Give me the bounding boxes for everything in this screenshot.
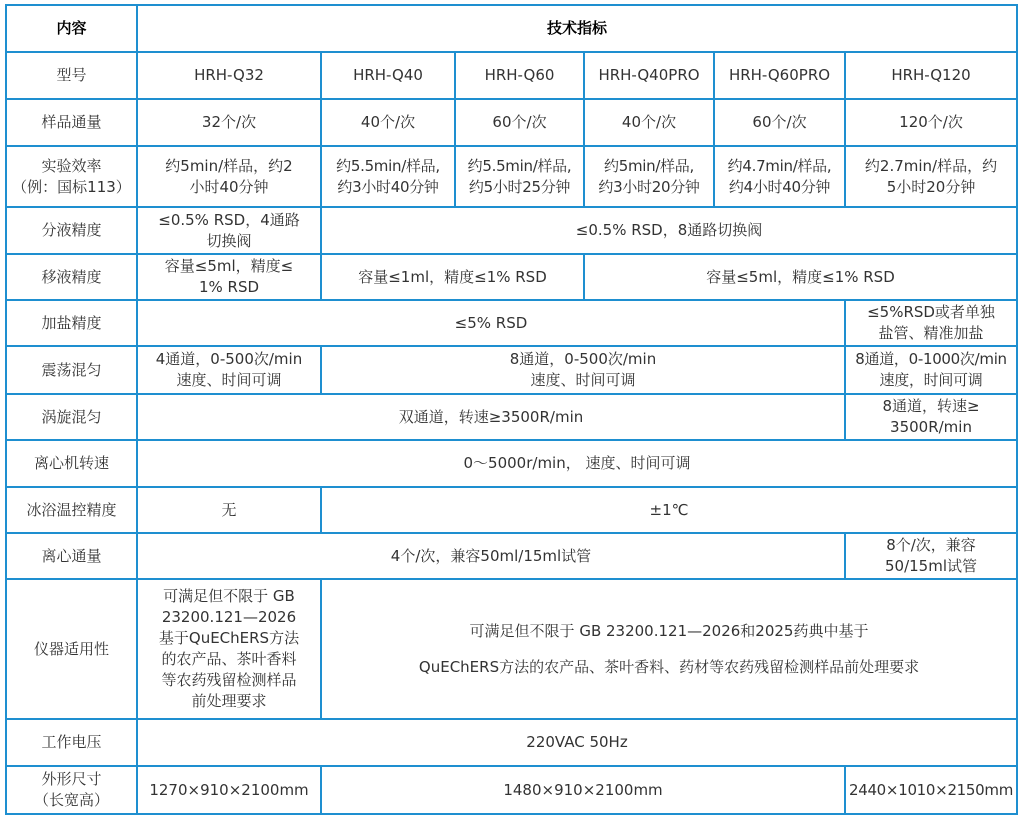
cell-efficiency: 约5.5min/样品, 约3小时40分钟 bbox=[321, 146, 455, 207]
row-label: 涡旋混匀 bbox=[6, 394, 137, 440]
row-pipetting bbox=[6, 254, 1017, 300]
row-applicability bbox=[6, 579, 1017, 719]
cell-model-q40pro: HRH-Q40PRO bbox=[584, 52, 714, 99]
row-label: 样品通量 bbox=[6, 99, 137, 146]
cell-dispensing-others: ≤0.5% RSD，8通路切换阀 bbox=[321, 207, 1017, 254]
row-vortex bbox=[6, 394, 1017, 440]
cell-throughput: 60个/次 bbox=[455, 99, 584, 146]
row-centrifuge-speed bbox=[6, 440, 1017, 487]
cell-shaking-q32: 4通道，0-500次/min 速度、时间可调 bbox=[137, 346, 321, 394]
cell-efficiency: 约5min/样品，约2 小时40分钟 bbox=[137, 146, 321, 207]
row-voltage bbox=[6, 719, 1017, 766]
cell-applicability-q32: 可满足但不限于 GB 23200.121—2026 基于QuEChERS方法 的农产品、茶叶香料 等农药残留检测样品 前处理要求 bbox=[137, 579, 321, 719]
cell-dispensing-q32: ≤0.5% RSD，4通路 切换阀 bbox=[137, 207, 321, 254]
row-label: 移液精度 bbox=[6, 254, 137, 300]
row-model bbox=[6, 52, 1017, 99]
row-label: 分液精度 bbox=[6, 207, 137, 254]
row-label: 实验效率 （例：国标113） bbox=[6, 146, 137, 207]
cell-model-q32: HRH-Q32 bbox=[137, 52, 321, 99]
cell-throughput: 32个/次 bbox=[137, 99, 321, 146]
cell-salting-q120: ≤5%RSD或者单独 盐管、精准加盐 bbox=[845, 300, 1017, 346]
row-shaking bbox=[6, 346, 1017, 394]
cell-salting-common: ≤5% RSD bbox=[137, 300, 845, 346]
cell-efficiency: 约4.7min/样品, 约4小时40分钟 bbox=[714, 146, 845, 207]
row-label: 工作电压 bbox=[6, 719, 137, 766]
row-salting bbox=[6, 300, 1017, 346]
row-dispensing bbox=[6, 207, 1017, 254]
row-label: 仪器适用性 bbox=[6, 579, 137, 719]
cell-dimensions-q120: 2440×1010×2150mm bbox=[845, 766, 1017, 814]
cell-throughput: 60个/次 bbox=[714, 99, 845, 146]
row-ice-bath bbox=[6, 487, 1017, 533]
cell-ice-bath-q32: 无 bbox=[137, 487, 321, 533]
spec-table bbox=[5, 4, 1018, 815]
header-row bbox=[6, 5, 1017, 52]
row-label: 外形尺寸 （长宽高） bbox=[6, 766, 137, 814]
row-label: 震荡混匀 bbox=[6, 346, 137, 394]
header-content-label: 内容 bbox=[6, 5, 137, 52]
cell-pipetting-q32: 容量≤5ml，精度≤ 1% RSD bbox=[137, 254, 321, 300]
row-label: 离心机转速 bbox=[6, 440, 137, 487]
cell-efficiency: 约5.5min/样品, 约5小时25分钟 bbox=[455, 146, 584, 207]
cell-model-q40: HRH-Q40 bbox=[321, 52, 455, 99]
row-label: 型号 bbox=[6, 52, 137, 99]
cell-throughput: 120个/次 bbox=[845, 99, 1017, 146]
cell-voltage: 220VAC 50Hz bbox=[137, 719, 1017, 766]
cell-model-q60: HRH-Q60 bbox=[455, 52, 584, 99]
row-centrifuge-capacity bbox=[6, 533, 1017, 579]
cell-efficiency: 约2.7min/样品，约 5小时20分钟 bbox=[845, 146, 1017, 207]
row-label: 冰浴温控精度 bbox=[6, 487, 137, 533]
row-label: 加盐精度 bbox=[6, 300, 137, 346]
cell-centrifuge-capacity-q120: 8个/次，兼容 50/15ml试管 bbox=[845, 533, 1017, 579]
cell-ice-bath-others: ±1℃ bbox=[321, 487, 1017, 533]
row-efficiency bbox=[6, 146, 1017, 207]
cell-vortex-q120: 8通道，转速≥ 3500R/min bbox=[845, 394, 1017, 440]
cell-applicability-others: 可满足但不限于 GB 23200.121—2026和2025药典中基于 QuEChERS方法的农产品、茶叶香料、药材等农药残留检测样品前处理要求 bbox=[321, 579, 1017, 719]
cell-pipetting-q40-q60: 容量≤1ml，精度≤1% RSD bbox=[321, 254, 584, 300]
cell-vortex-common: 双通道，转速≥3500R/min bbox=[137, 394, 845, 440]
cell-centrifuge-capacity-common: 4个/次，兼容50ml/15ml试管 bbox=[137, 533, 845, 579]
cell-model-q60pro: HRH-Q60PRO bbox=[714, 52, 845, 99]
cell-throughput: 40个/次 bbox=[584, 99, 714, 146]
cell-throughput: 40个/次 bbox=[321, 99, 455, 146]
row-label: 离心通量 bbox=[6, 533, 137, 579]
cell-efficiency: 约5min/样品, 约3小时20分钟 bbox=[584, 146, 714, 207]
cell-dimensions-mid: 1480×910×2100mm bbox=[321, 766, 845, 814]
row-throughput bbox=[6, 99, 1017, 146]
header-spec-label: 技术指标 bbox=[137, 5, 1017, 52]
cell-shaking-mid: 8通道，0-500次/min 速度、时间可调 bbox=[321, 346, 845, 394]
row-dimensions bbox=[6, 766, 1017, 814]
cell-pipetting-others: 容量≤5ml，精度≤1% RSD bbox=[584, 254, 1017, 300]
cell-dimensions-q32: 1270×910×2100mm bbox=[137, 766, 321, 814]
cell-model-q120: HRH-Q120 bbox=[845, 52, 1017, 99]
cell-centrifuge-speed: 0～5000r/min， 速度、时间可调 bbox=[137, 440, 1017, 487]
cell-shaking-q120: 8通道，0-1000次/min 速度，时间可调 bbox=[845, 346, 1017, 394]
